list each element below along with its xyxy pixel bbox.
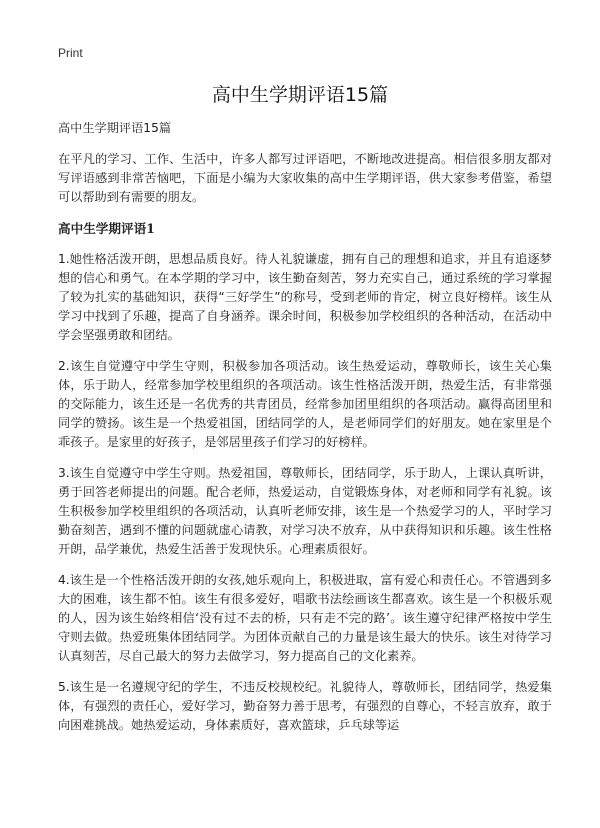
document-body (58, 119, 552, 747)
page-title: 高中生学期评语15篇 (211, 84, 389, 106)
comment-paragraph-5: 5.该生是一名遵规守纪的学生，不违反校规校纪。礼貌待人，尊敬师长，团结同学，热爱集体，有强烈的责任心，爱好学习，勤奋努力善于思考，有强烈的自尊心，不轻言放弃，敢于向困难挑战。她热爱运动，身体素质好，喜欢篮球，乒乓球等运 (58, 680, 552, 732)
comment-paragraph-3: 3.该生自觉遵守中学生守则。热爱祖国，尊敬师长，团结同学，乐于助人，上课认真听讲，勇于回答老师提出的问题。配合老师，热爱运动，自觉锻炼身体，对老师和同学有礼貌。该生积极参加学校里组织的各项活动，认真听老师安排，该生是一个热爱学习的人，平时学习勤奋刻苦，遇到不懂的问题就虚心请教，对学习决不放弃，从中获得知识和乐趣。该生性格开朗，品学兼优，热爱生活善于发现快乐。心理素质很好。 (58, 466, 552, 556)
comment-paragraph-2: 2.该生自觉遵守中学生守则，积极参加各项活动。该生热爱运动，尊敬师长，该生关心集体，乐于助人，经常参加学校里组织的各项活动。该生性格活泼开朗，热爱生活，有非常强的交际能力，该生还是一名优秀的共青团员，经常参加团里组织的各项活动。赢得高团里和同学的赞扬。该生是一个热爱祖国，团结同学的人，是老师同学们的好朋友。她在家里是个乖孩子。是家里的好孩子，是邻居里孩子们学习的好榜样。 (58, 359, 552, 449)
comment-paragraph-4: 4.该生是一个性格活泼开朗的女孩,她乐观向上，积极进取，富有爱心和责任心。不管遇到多大的困难，该生都不怕。该生有很多爱好，唱歌书法绘画该生都喜欢。该生是一个积极乐观的人，因为该生始终相信‘没有过不去的桥，只有走不完的路’。该生遵守纪律严格按中学生守则去做。热爱班集体团结同学。为团体贡献自己的力量是该生最大的快乐。该生对待学习认真刻苦，尽自己最大的努力去做学习，努力提高自己的文化素养。 (58, 573, 552, 663)
intro-paragraph: 在平凡的学习、工作、生活中，许多人都写过评语吧，不断地改进提高。相信很多朋友都对写评语感到非常苦恼吧，下面是小编为大家收集的高中生学期评语，供大家参考借鉴，希望可以帮助到有需要的朋友。 (58, 152, 552, 204)
section-heading: 高中生学期评语1 (58, 221, 155, 236)
comment-paragraph-1: 1.她性格活泼开朗，思想品质良好。待人礼貌谦虚，拥有自己的理想和追求，并且有追逐梦想的信心和勇气。在本学期的学习中，该生勤奋刻苦，努力充实自己，通过系统的学习掌握了较为扎实的基础知识，获得“三好学生”的称号，受到老师的肯定，树立良好榜样。该生从学习中找到了乐趣，提高了自身涵养。课余时间，积极参加学校组织的各种活动，在活动中学会坚强勇敢和团结。 (58, 252, 552, 342)
document-subtitle: 高中生学期评语15篇 (58, 121, 172, 135)
print-link[interactable]: Print (58, 46, 83, 60)
